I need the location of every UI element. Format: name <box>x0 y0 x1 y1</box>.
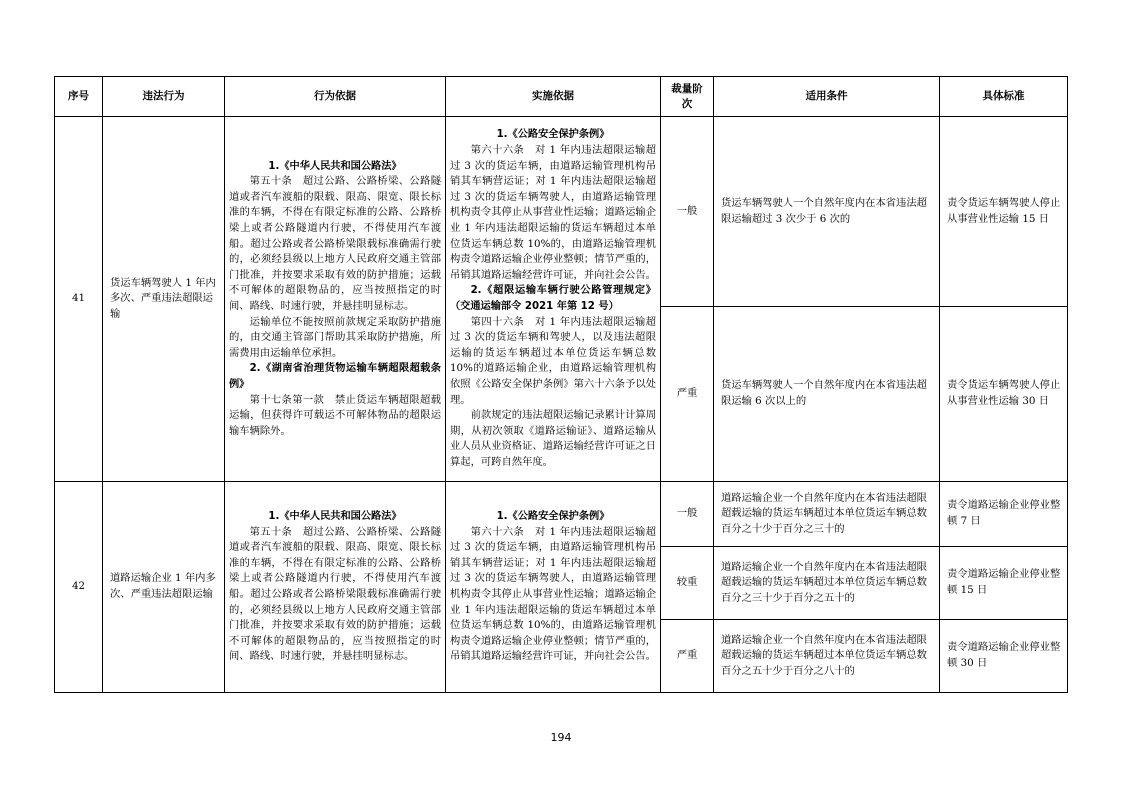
row-41-level-1: 一般 <box>661 117 714 307</box>
row-42-cond-3: 道路运输企业一个自然年度内在本省违法超限超载运输的货运车辆超过本单位货运车辆总数百分之五十少于百分之八十的 <box>714 620 940 693</box>
row-42-cond-1: 道路运输企业一个自然年度内在本省违法超限超载运输的货运车辆超过本单位货运车辆总数百分之十少于百分之三十的 <box>714 482 940 547</box>
row-41-seq: 41 <box>55 117 103 482</box>
impl-para-2: 第四十六条 对 1 年内违法超限运输超过 3 次的货运车辆和驾驶人，以及违法超限运输的货运车辆超过本单位货运车辆总数 10%的道路运输企业，由道路运输管理机构依照《公路安全保护条例》第六十六条予以处理。 <box>450 315 656 406</box>
row-41-std-1: 责令货运车辆驾驶人停止从事营业性运输 15 日 <box>940 117 1068 307</box>
impl-para-1: 第六十六条 对 1 年内违法超限运输超过 3 次的货运车辆，由道路运输管理机构吊销其车辆营运证；对 1 年内违法超限运输超过 3 次的货运车辆驾驶人，由道路运输管理机构责令其停止从事营业性运输；道路运输企业 1 年内违法超限运输的货运车辆超过本单位货运车辆总数 10%的，由道路运输管理机构责令道路运输企业停业整顿；情节严重的，吊销其道路运输经营许可证，并向社会公告。 <box>450 525 656 663</box>
header-basis: 行为依据 <box>225 77 446 117</box>
header-level: 裁量阶次 <box>661 77 714 117</box>
row-41-basis <box>225 117 446 482</box>
impl-title-1: 1.《公路安全保护条例》 <box>496 129 610 141</box>
row-41-impl <box>446 117 661 482</box>
basis-para-1: 第五十条 超过公路、公路桥梁、公路隧道或者汽车渡船的限载、限高、限宽、限长标准的车辆，不得在有限定标准的公路、公路桥梁上或者公路隧道内行驶，不得使用汽车渡船。超过公路或者公路桥梁限载标准确需行驶的，必须经县级以上地方人民政府交通主管部门批准，并按要求采取有效的防护措施；运载不可解体的超限物品的，应当按照指定的时间、路线、时速行驶，并悬挂明显标志。 <box>229 175 441 312</box>
basis-title-1: 1.《中华人民共和国公路法》 <box>268 511 402 523</box>
row-41-std-2: 责令货运车辆驾驶人停止从事营业性运输 30 日 <box>940 307 1068 482</box>
row-41-level-2: 严重 <box>661 307 714 482</box>
row-41-cond-1: 货运车辆驾驶人一个自然年度内在本省违法超限运输超过 3 次少于 6 次的 <box>714 117 940 307</box>
row-42-cond-2: 道路运输企业一个自然年度内在本省违法超限超载运输的货运车辆超过本单位货运车辆总数百分之三十少于百分之五十的 <box>714 547 940 620</box>
table-row <box>55 117 1068 307</box>
basis-para-2: 运输单位不能按照前款规定采取防护措施的，由交通主管部门帮助其采取防护措施，所需费用由运输单位承担。 <box>229 315 441 359</box>
page-number: 194 <box>550 731 572 744</box>
row-41-violation: 货运车辆驾驶人 1 年内多次、严重违法超限运输 <box>103 117 225 482</box>
header-violation: 违法行为 <box>103 77 225 117</box>
penalty-standards-table <box>54 76 1068 693</box>
row-42-std-2: 责令道路运输企业停业整顿 15 日 <box>940 547 1068 620</box>
row-42-std-3: 责令道路运输企业停业整顿 30 日 <box>940 620 1068 693</box>
basis-para-1: 第五十条 超过公路、公路桥梁、公路隧道或者汽车渡船的限载、限高、限宽、限长标准的车辆，不得在有限定标准的公路、公路桥梁上或者公路隧道内行驶，不得使用汽车渡船。超过公路或者公路桥梁限载标准确需行驶的，必须经县级以上地方人民政府交通主管部门批准，并按要求采取有效的防护措施；运载不可解体的超限物品的，应当按照指定的时间、路线、时速行驶，并悬挂明显标志。 <box>229 525 441 663</box>
basis-title-1: 1.《中华人民共和国公路法》 <box>268 160 402 172</box>
row-42-std-1: 责令道路运输企业停业整顿 7 日 <box>940 482 1068 547</box>
row-42-level-1: 一般 <box>661 482 714 547</box>
impl-title-1: 1.《公路安全保护条例》 <box>496 511 610 523</box>
header-seq: 序号 <box>55 77 103 117</box>
row-41-cond-2: 货运车辆驾驶人一个自然年度内在本省违法超限运输 6 次以上的 <box>714 307 940 482</box>
row-42-basis <box>225 482 446 693</box>
table-header-row <box>55 77 1068 117</box>
basis-title-2: 2.《湖南省治理货物运输车辆超限超载条例》 <box>229 363 441 390</box>
row-42-violation: 道路运输企业 1 年内多次、严重违法超限运输 <box>103 482 225 693</box>
row-42-level-3: 严重 <box>661 620 714 693</box>
impl-para-1: 第六十六条 对 1 年内违法超限运输超过 3 次的货运车辆，由道路运输管理机构吊销其车辆营运证；对 1 年内违法超限运输超过 3 次的货运车辆驾驶人，由道路运输管理机构责令其停止从事营业性运输；道路运输企业 1 年内违法超限运输的货运车辆超过本单位货运车辆总数 10%的，由道路运输管理机构责令道路运输企业停业整顿；情节严重的，吊销其道路运输经营许可证，并向社会公告。 <box>450 144 656 281</box>
basis-para-3: 第十七条第一款 禁止货运车辆超限超载运输，但获得许可载运不可解体物品的超限运输车辆除外。 <box>229 393 441 437</box>
header-impl: 实施依据 <box>446 77 661 117</box>
header-cond: 适用条件 <box>714 77 940 117</box>
impl-title-2: 2.《超限运输车辆行驶公路管理规定》（交通运输部令 2021 年第 12 号） <box>450 285 656 312</box>
row-42-impl <box>446 482 661 693</box>
impl-para-3: 前款规定的违法超限运输记录累计计算周期，从初次领取《道路运输证》、道路运输从业人员从业资格证、道路运输经营许可证之日算起，可跨自然年度。 <box>450 409 656 468</box>
table-row <box>55 482 1068 547</box>
header-std: 具体标准 <box>940 77 1068 117</box>
row-42-seq: 42 <box>55 482 103 693</box>
row-42-level-2: 较重 <box>661 547 714 620</box>
